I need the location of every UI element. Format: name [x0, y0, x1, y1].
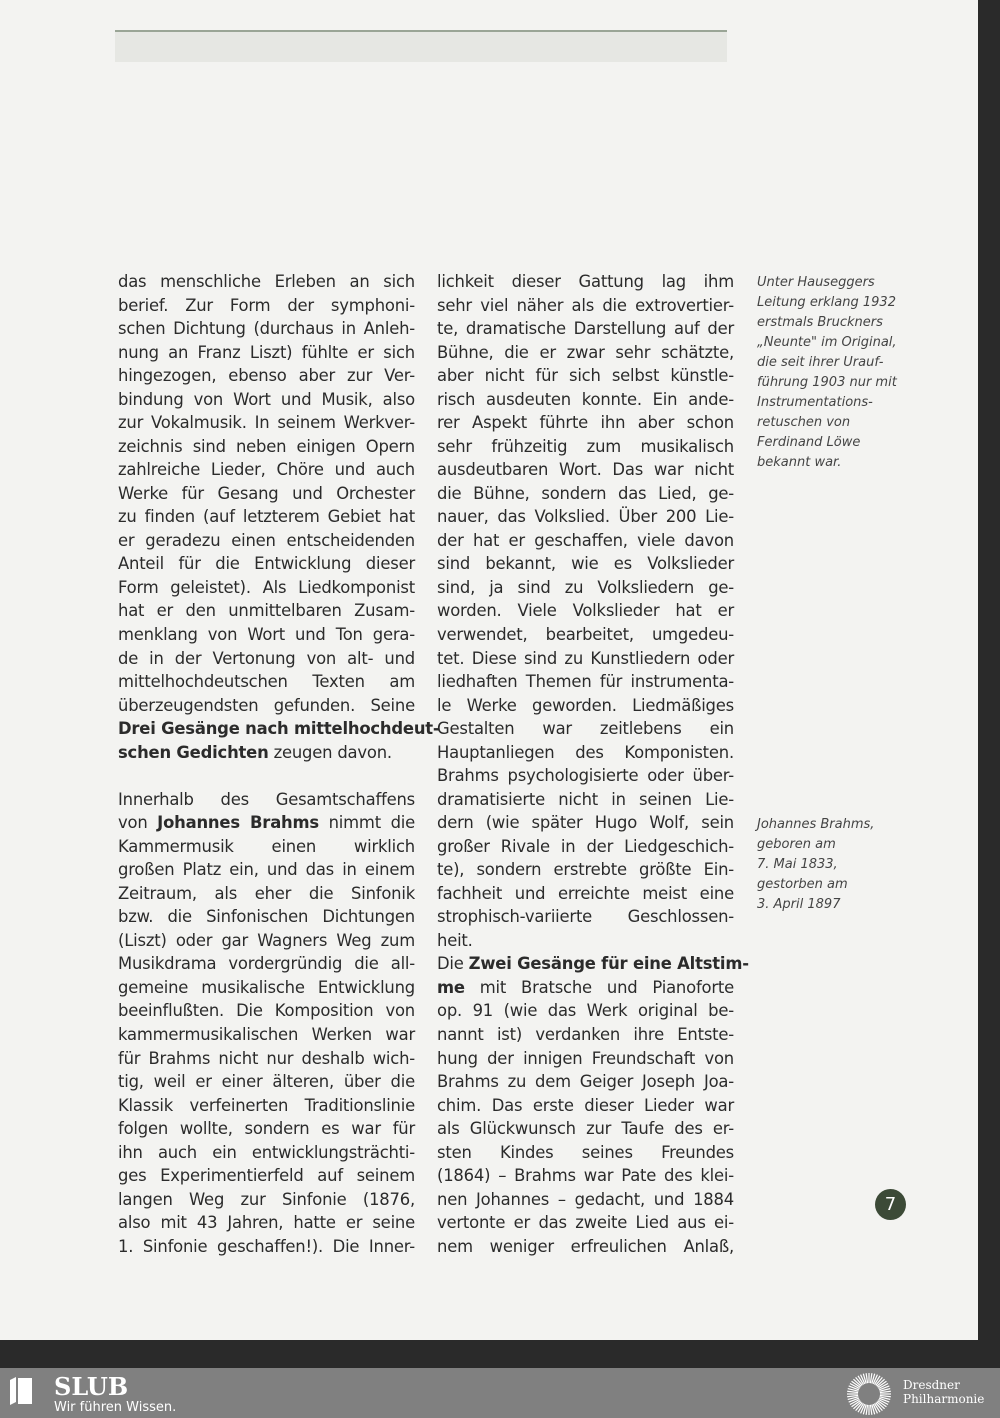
text-line: sten Kindes seines Freundes: [437, 1142, 734, 1162]
text-line: rer Aspekt führte ihn aber schon: [437, 413, 734, 433]
text-line: (1864) – Brahms war Pate des klei-: [437, 1166, 734, 1186]
note-line: führung 1903 nur mit: [757, 375, 897, 390]
text-line: dern (wie später Hugo Wolf, sein: [437, 813, 734, 833]
text-line: nung an Franz Liszt) fühlte er sich: [118, 342, 415, 362]
text-line: langen Weg zur Sinfonie (1876,: [118, 1189, 415, 1209]
text-line: Klassik verfeinerten Traditionslinie: [118, 1095, 415, 1115]
text-line: Brahms zu dem Geiger Joseph Joa-: [437, 1072, 734, 1092]
text-line: Hauptanliegen des Komponisten.: [437, 742, 734, 762]
text-line: bzw. die Sinfonischen Dichtungen: [118, 907, 415, 927]
text-line: [437, 976, 734, 1000]
bold-title: me: [437, 977, 465, 997]
text-column-right: [437, 270, 749, 1258]
text-line: ausdeutbaren Wort. Das war nicht: [437, 460, 734, 480]
note-line: „Neunte" im Original,: [757, 335, 897, 350]
text-span: von: [118, 813, 158, 833]
text-line: ihn auch ein entwicklungsträchti-: [118, 1142, 415, 1162]
text-line: Innerhalb des Gesamtschaffens: [118, 789, 415, 809]
header-strip: [115, 30, 727, 62]
text-line: te, dramatische Darstellung auf der: [437, 319, 734, 339]
text-line: [437, 952, 749, 976]
text-line: hung der innigen Freundschaft von: [437, 1048, 734, 1068]
partner-line-2: Philharmonie: [903, 1392, 985, 1406]
text-line: [118, 764, 415, 788]
note-line: gestorben am: [757, 877, 848, 892]
text-line: dramatisierte nicht in seinen Lie-: [437, 789, 734, 809]
note-line: retuschen von: [757, 415, 851, 430]
note-line: geboren am: [757, 837, 836, 852]
text-line: te), sondern erstrebte größte Ein-: [437, 860, 734, 880]
partner-line-1: Dresdner: [903, 1378, 960, 1392]
text-line: menklang von Wort und Ton gera-: [118, 624, 415, 644]
text-line: Bühne, die er zwar sehr schätzte,: [437, 342, 734, 362]
text-line: verwendet, bearbeitet, umgedeu-: [437, 624, 734, 644]
text-line: sind, ja sind zu Volksliedern ge-: [437, 577, 734, 597]
slub-book-icon: [8, 1376, 34, 1406]
text-line: das menschliche Erleben an sich: [118, 272, 415, 291]
text-column-left: [118, 270, 440, 1258]
text-span: nimmt die: [318, 813, 416, 833]
text-line: worden. Viele Volkslieder hat er: [437, 601, 734, 621]
bold-title: Zwei Gesänge für eine Altstim-: [468, 954, 749, 974]
text-line: tet. Diese sind zu Kunstliedern oder: [437, 648, 734, 668]
bold-title: schen Gedichten: [118, 742, 269, 762]
text-line: (Liszt) oder gar Wagners Weg zum: [118, 930, 415, 950]
text-line: zu finden (auf letzterem Gebiet hat: [118, 507, 415, 527]
text-line: Anteil für die Entwicklung dieser: [118, 554, 415, 574]
note-line: die seit ihrer Urauf-: [757, 355, 884, 370]
text-line: der hat er geschaffen, viele davon: [437, 530, 734, 550]
text-line: gemeine musikalische Entwicklung: [118, 977, 415, 997]
text-line: ges Experimentierfeld auf seinem: [118, 1166, 415, 1186]
text-line: großer Rivale in der Liedgeschich-: [437, 836, 734, 856]
text-line: nannt ist) verdanken ihre Entste-: [437, 1025, 734, 1044]
margin-note-hausegger: [757, 273, 917, 473]
slub-tagline: Wir führen Wissen.: [54, 1400, 177, 1415]
text-line: sehr viel näher als die extrovertier-: [437, 295, 734, 315]
page-number: 7: [875, 1189, 906, 1220]
note-line: Leitung erklang 1932: [757, 295, 896, 310]
text-line: op. 91 (wie das Werk original be-: [437, 1001, 734, 1021]
text-line: als Glückwunsch zur Taufe des er-: [437, 1119, 734, 1139]
text-line: kammermusikalischen Werken war: [118, 1025, 415, 1044]
text-line: berief. Zur Form der symphoni-: [118, 295, 415, 315]
text-line: de in der Vertonung von alt- und: [118, 648, 415, 668]
text-span: mit Bratsche und Pianoforte: [464, 977, 734, 997]
margin-note-brahms: [757, 815, 917, 915]
text-line: großen Platz ein, und das in einem: [118, 860, 415, 880]
text-line: Gestalten war zeitlebens ein: [437, 719, 734, 739]
note-line: 7. Mai 1833,: [757, 857, 838, 872]
text-line: Zeitraum, als eher die Sinfonik: [118, 883, 415, 903]
note-line: bekannt war.: [757, 455, 842, 470]
text-line: strophisch-variierte Geschlossen-: [437, 907, 734, 927]
text-line: le Werke geworden. Liedmäßiges: [437, 695, 734, 715]
text-line: [118, 717, 440, 741]
text-line: lichkeit dieser Gattung lag ihm: [437, 272, 734, 291]
footer-bar: [0, 1368, 1000, 1418]
text-line: aber nicht für sich selbst künstle-: [437, 366, 734, 386]
text-line: beeinflußten. Die Komposition von: [118, 1001, 415, 1021]
text-line: sind bekannt, wie es Volkslieder: [437, 554, 734, 574]
text-line: bindung von Wort und Musik, also: [118, 389, 415, 409]
text-line: überzeugendsten gefunden. Seine: [118, 695, 415, 715]
text-line: nauer, das Volkslied. Über 200 Lie-: [437, 507, 734, 527]
text-line: mittelhochdeutschen Texten am: [118, 672, 415, 692]
text-line: die Bühne, sondern das Lied, ge-: [437, 483, 734, 503]
text-line: nem weniger erfreulichen Anlaß,: [437, 1236, 734, 1256]
note-line: 3. April 1897: [757, 897, 841, 912]
philharmonie-logo-text: [903, 1378, 984, 1406]
note-line: Ferdinand Löwe: [757, 435, 861, 450]
text-span: Die: [437, 954, 469, 974]
note-line: Instrumentations-: [757, 395, 873, 410]
text-line: chim. Das erste dieser Lieder war: [437, 1095, 734, 1115]
text-line: schen Dichtung (durchaus in Anleh-: [118, 319, 415, 339]
text-line: 1. Sinfonie geschaffen!). Die Inner-: [118, 1236, 415, 1256]
bold-title: Johannes Brahms: [157, 813, 319, 833]
text-line: Musikdrama vordergründig die all-: [118, 954, 415, 974]
text-line: fachheit und erreichte meist eine: [437, 883, 734, 903]
text-line: nen Johannes – gedacht, und 1884: [437, 1189, 734, 1209]
text-line: heit.: [437, 930, 473, 950]
text-line: Brahms psychologisierte oder über-: [437, 766, 734, 786]
text-line: vertonte er das zweite Lied aus ei-: [437, 1213, 734, 1233]
text-line: liedhaften Themen für instrumenta-: [437, 672, 734, 692]
text-span: zeugen davon.: [268, 742, 392, 762]
text-line: also mit 43 Jahren, hatte er seine: [118, 1213, 415, 1233]
text-line: Form geleistet). Als Liedkomponist: [118, 577, 415, 597]
note-line: Unter Hauseggers: [757, 275, 875, 290]
text-line: [118, 811, 415, 835]
note-line: Johannes Brahms,: [757, 817, 875, 832]
slub-logo-text: SLUB: [54, 1372, 129, 1401]
text-line: für Brahms nicht nur deshalb wich-: [118, 1048, 415, 1068]
text-line: tig, weil er einer älteren, über die: [118, 1072, 415, 1092]
text-line: er geradezu einen entscheidenden: [118, 530, 415, 550]
text-line: Werke für Gesang und Orchester: [118, 483, 415, 503]
text-line: sehr frühzeitig zum musikalisch: [437, 436, 734, 456]
text-line: hat er den unmittelbaren Zusam-: [118, 601, 415, 621]
text-line: zahlreiche Lieder, Chöre und auch: [118, 460, 415, 480]
text-line: hingezogen, ebenso aber zur Ver-: [118, 366, 415, 386]
text-line: zur Vokalmusik. In seinem Werkver-: [118, 413, 415, 433]
text-line: zeichnis sind neben einigen Opern: [118, 436, 415, 456]
philharmonie-sun-logo-icon: [843, 1371, 895, 1417]
note-line: erstmals Bruckners: [757, 315, 883, 330]
text-line: [118, 741, 415, 765]
text-line: risch ausdeuten konnte. Ein ande-: [437, 389, 734, 409]
text-line: folgen wollte, sondern es war für: [118, 1119, 415, 1139]
bold-title: Drei Gesänge nach mittelhochdeut-: [118, 719, 440, 739]
text-line: Kammermusik einen wirklich: [118, 836, 415, 856]
